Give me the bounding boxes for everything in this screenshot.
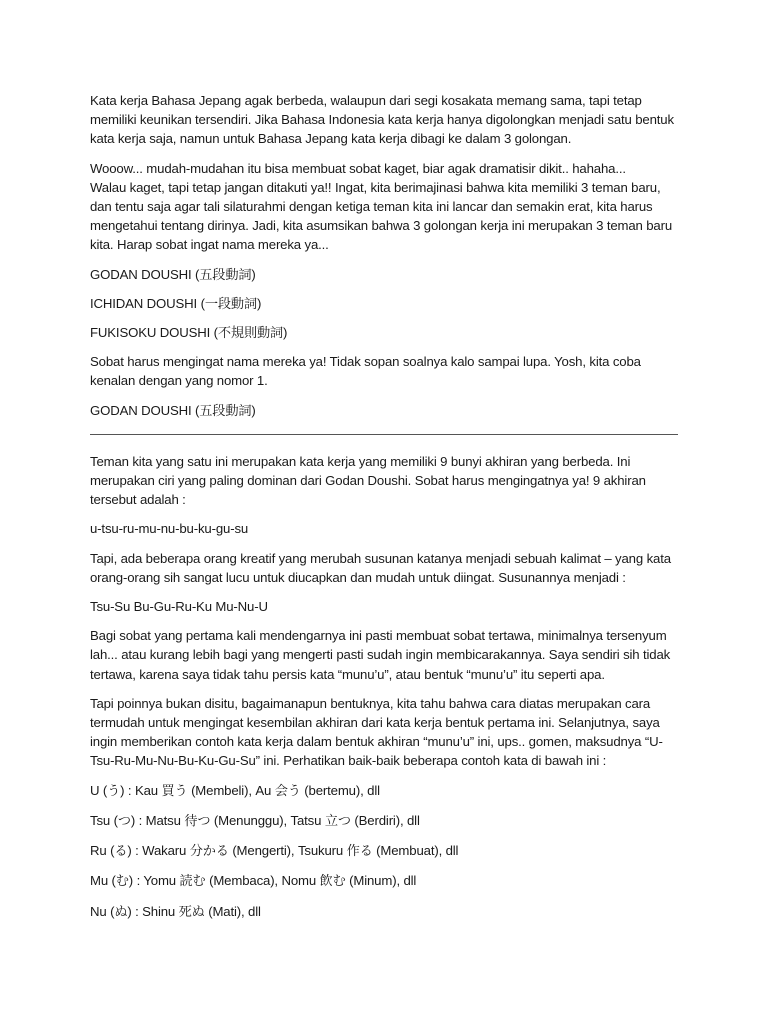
example-ru: Ru (る) : Wakaru 分かる (Mengerti), Tsukuru 作る (Membuat), dll bbox=[90, 843, 459, 859]
examples-intro: Tapi poinnya bukan disitu, bagaimanapun bentuknya, kita tahu bahwa cara diatas merupakan cara termudah untuk mengingat kesembilan akhiran dari kata kerja bentuk pertama ini. Selanjutnya, saya ingin memberikan contoh kata kerja dalam bentuk akhiran “munu’u” ini, ups.. gomen, maksudnya “U-Tsu-Ru-Mu-Nu-Bu-Ku-Gu-Su” ini. Perhatikan baik-baik beberapa contoh kata di bawah ini : bbox=[90, 695, 663, 769]
example-tsu: Tsu (つ) : Matsu 待つ (Menunggu), Tatsu 立つ (Berdiri), dll bbox=[90, 812, 420, 828]
reaction-paragraph: Wooow... mudah-mudahan itu bisa membuat sobat kaget, biar agak dramatisir dikit.. hahaha... Walau kaget, tapi tetap jangan ditakuti ya!! Ingat, kita berimajinasi bahwa kita memiliki 3 teman baru, dan tentu saja agar tali silaturahmi dengan ketiga teman kita ini lancar dan semakin erat, kita harus mengetahui tentang dirinya. Jadi, kita asumsikan bahwa 3 golongan kerja ini merupakan 3 teman baru kita. Harap sobat ingat nama mereka ya... bbox=[90, 160, 673, 253]
example-nu: Nu (ぬ) : Shinu 死ぬ (Mati), dll bbox=[90, 903, 261, 919]
document-page bbox=[90, 91, 682, 932]
example-u: U (う) : Kau 買う (Membeli), Au 会う (bertemu), dll bbox=[90, 782, 380, 798]
endings-list: u-tsu-ru-mu-nu-bu-ku-gu-su bbox=[90, 521, 249, 537]
reaction-to-mnemonic: Bagi sobat yang pertama kali mendengarnya ini pasti membuat sobat tertawa, minimalnya tersenyum lah... atau kurang lebih bagi yang mengerti pasti sudah ingin membicarakannya. Saya sendiri sih tidak tertawa, karena saya tidak tahu persis kata “munu’u”, atau bentuk “munu’u” itu seperti apa. bbox=[90, 628, 671, 682]
mnemonic-intro: Tapi, ada beberapa orang kreatif yang merubah susunan katanya menjadi sebuah kalimat – yang kata orang-orang sih sangat lucu untuk diucapkan dan mudah untuk diingat. Susunannya menjadi : bbox=[90, 550, 671, 585]
intro-paragraph: Kata kerja Bahasa Jepang agak berbeda, walaupun dari segi kosakata memang sama, tapi tetap memiliki keunikan tersendiri. Jika Bahasa Indonesia kata kerja hanya digolongkan menjadi satu bentuk kata kerja saja, namun untuk Bahasa Jepang kata kerja dibagi ke dalam 3 golongan. bbox=[90, 93, 674, 147]
section-heading-godan: GODAN DOUSHI (五段動詞) bbox=[90, 402, 256, 418]
horizontal-divider bbox=[90, 434, 678, 435]
example-mu: Mu (む) : Yomu 読む (Membaca), Nomu 飲む (Minum), dll bbox=[90, 873, 417, 889]
verb-group-fukisoku: FUKISOKU DOUSHI (不規則動詞) bbox=[90, 325, 288, 341]
godan-description: Teman kita yang satu ini merupakan kata kerja yang memiliki 9 bunyi akhiran yang berbeda. Ini merupakan ciri yang paling dominan dari Godan Doushi. Sobat harus mengingatnya ya! 9 akhiran tersebut adalah : bbox=[90, 453, 646, 508]
mnemonic-phrase: Tsu-Su Bu-Gu-Ru-Ku Mu-Nu-U bbox=[90, 599, 268, 615]
verb-group-ichidan: ICHIDAN DOUSHI (一段動詞) bbox=[90, 295, 262, 311]
verb-group-godan: GODAN DOUSHI (五段動詞) bbox=[90, 266, 256, 282]
remember-paragraph: Sobat harus mengingat nama mereka ya! Tidak sopan soalnya kalo sampai lupa. Yosh, kita coba kenalan dengan yang nomor 1. bbox=[90, 354, 641, 389]
